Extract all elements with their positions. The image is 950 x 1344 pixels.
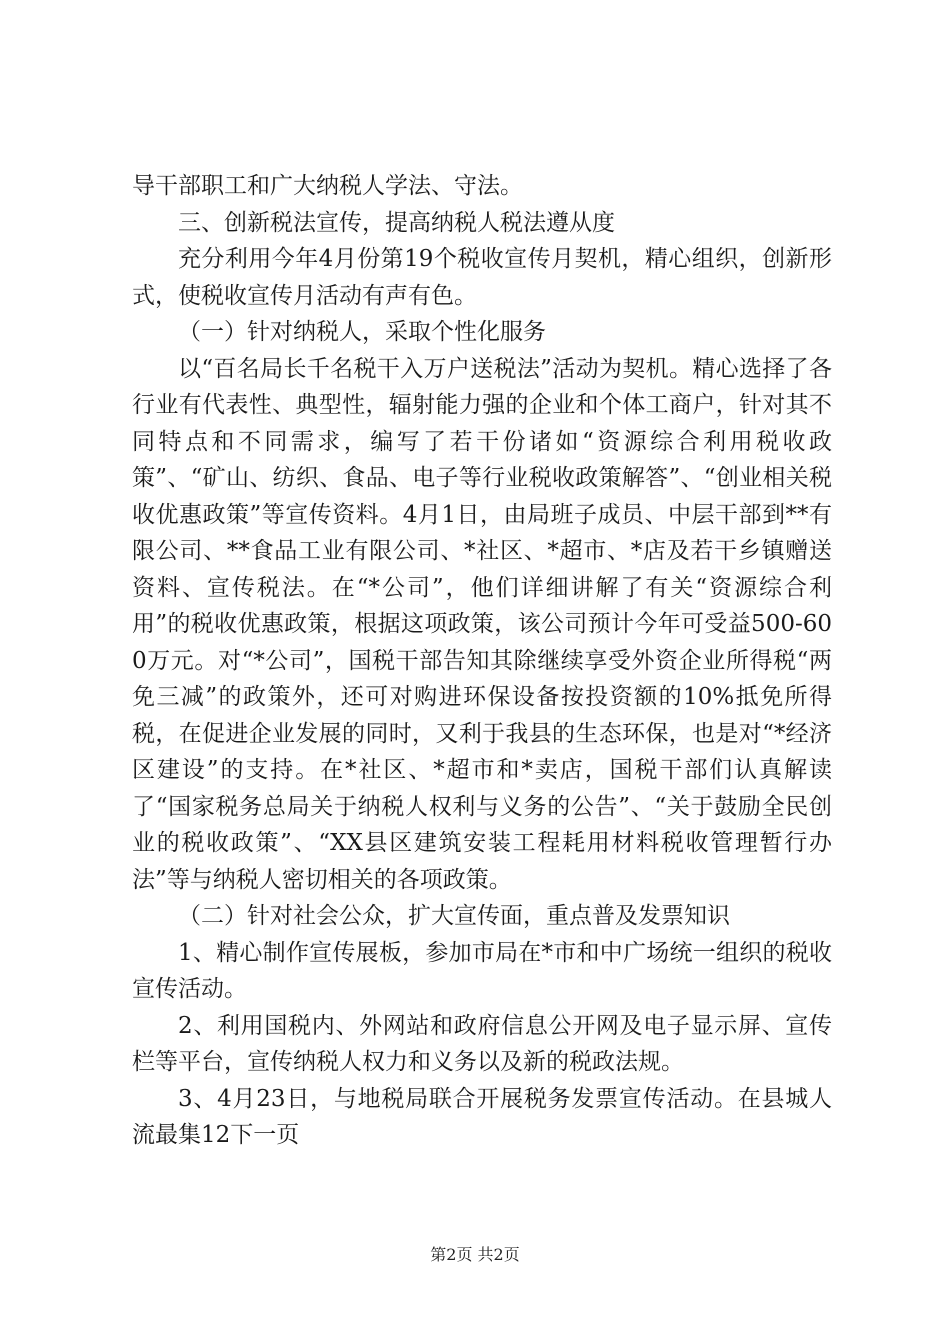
paragraph-intro: 充分利用今年4月份第19个税收宣传月契机，精心组织，创新形式，使税收宣传月活动有声有色。 — [132, 246, 832, 309]
list-item-3: 3、4月23日，与地税局联合开展税务发票宣传活动。在县城人流最集12下一页 — [132, 1085, 832, 1148]
paragraph-continuation: 导干部职工和广大纳税人学法、守法。 — [132, 173, 523, 199]
subheading-2: （二）针对社会公众，扩大宣传面，重点普及发票知识 — [178, 903, 730, 929]
page-indicator: 第2页 共2页 — [430, 1245, 520, 1264]
subheading-1: （一）针对纳税人，采取个性化服务 — [178, 319, 546, 345]
list-item-2: 2、利用国税内、外网站和政府信息公开网及电子显示屏、宣传栏等平台，宣传纳税人权力和义务以及新的税政法规。 — [132, 1012, 832, 1075]
document-body — [132, 168, 832, 1154]
section-heading-3: 三、创新税法宣传，提高纳税人税法遵从度 — [178, 209, 615, 236]
paragraph-body: 以“百名局长千名税干入万户送税法”活动为契机。精心选择了各行业有代表性、典型性，辐射能力强的企业和个体工商户，针对其不同特点和不同需求，编写了若干份诸如“资源综合利用税收政策”、“矿山、纺织、食品、电子等行业税收政策解答”、“创业相关税收优惠政策”等宣传资料。4月1日，由局班子成员、中层干部到**有限公司、**食品工业有限公司、*社区、*超市、*店及若干乡镇赠送资料、宣传税法。在“*公司”，他们详细讲解了有关“资源综合利用”的税收优惠政策，根据这项政策，该公司预计今年可受益500-600万元。对“*公司”，国税干部告知其除继续享受外资企业所得税“两免三减”的政策外，还可对购进环保设备按投资额的10%抵免所得税，在促进企业发展的同时，又利于我县的生态环保，也是对“*经济区建设”的支持。在*社区、*超市和*卖店，国税干部们认真解读了“国家税务总局关于纳税人权利与义务的公告”、“关于鼓励全民创业的税收政策”、“XX县区建筑安装工程耗用材料税收管理暂行办法”等与纳税人密切相关的各项政策。 — [132, 355, 832, 893]
list-item-1: 1、精心制作宣传展板，参加市局在*市和中广场统一组织的税收宣传活动。 — [132, 939, 832, 1002]
